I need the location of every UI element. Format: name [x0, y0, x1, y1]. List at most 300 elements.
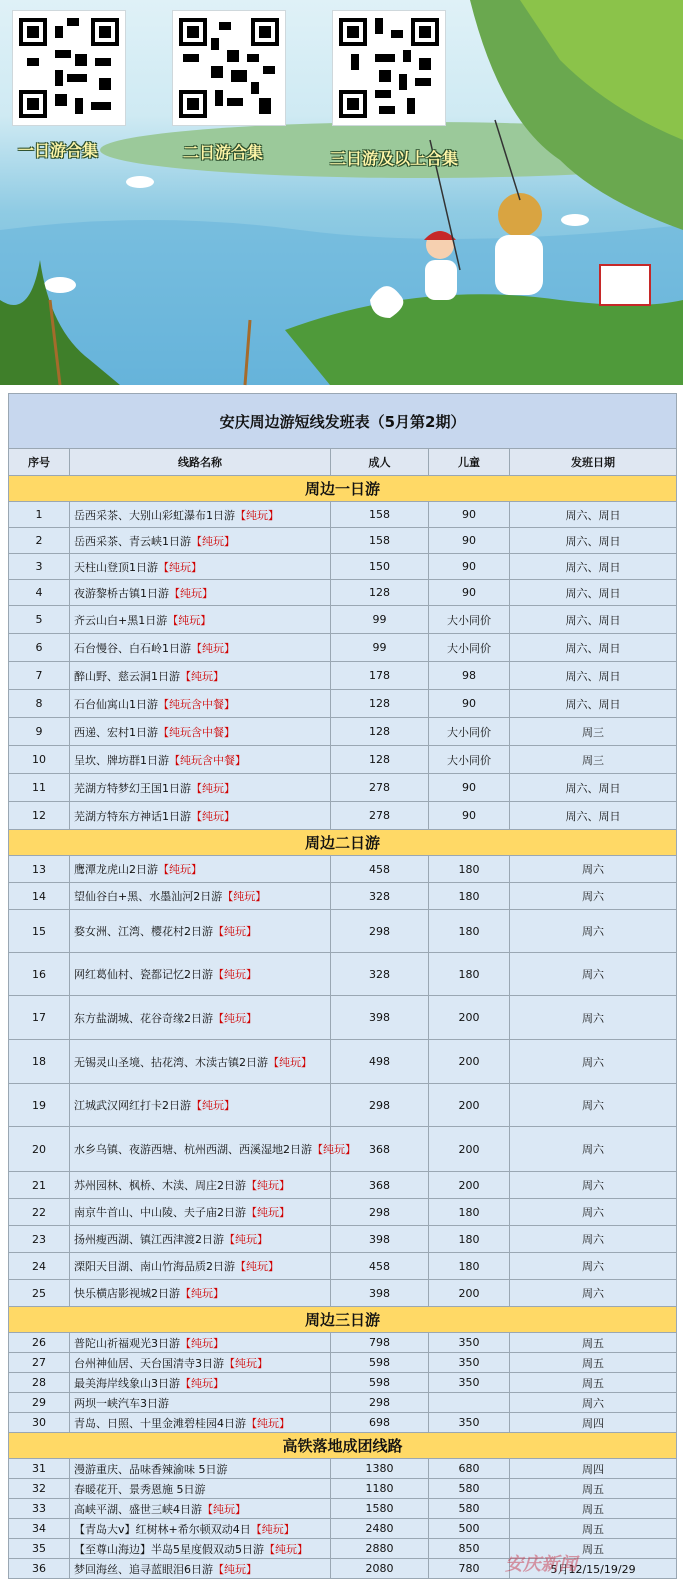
- table-row[interactable]: [9, 1084, 677, 1127]
- route-tag: 【纯玩】: [202, 1502, 246, 1516]
- route-name-cell: [70, 1253, 331, 1280]
- child-price: 180: [429, 953, 510, 996]
- departure-days: 周六、周日: [510, 802, 677, 830]
- route-tag: 【纯玩】: [264, 1542, 308, 1556]
- route-tag: 【纯玩】: [191, 781, 235, 795]
- departure-days: 周六、周日: [510, 606, 677, 634]
- route-tag: 【纯玩】: [246, 1416, 290, 1430]
- route-tag: 【纯玩】: [158, 863, 202, 876]
- route-name-cell: [70, 606, 331, 634]
- qr-label-three-day: 三日游及以上合集: [330, 149, 459, 168]
- route-name: 扬州瘦西湖、镇江西津渡2日游: [74, 1233, 224, 1246]
- adult-price: 398: [331, 1226, 429, 1253]
- route-name: 岳西采茶、大别山彩虹瀑布1日游: [74, 508, 235, 522]
- departure-days: 周六: [510, 953, 677, 996]
- departure-days: 周六: [510, 1280, 677, 1307]
- adult-price: 598: [331, 1373, 429, 1393]
- departure-days: 周六: [510, 856, 677, 883]
- table-row[interactable]: [9, 1127, 677, 1172]
- route-name-cell: [70, 1172, 331, 1199]
- departure-days: 周四: [510, 1413, 677, 1433]
- route-no: 19: [9, 1084, 70, 1127]
- qr-code-three-day[interactable]: [332, 10, 446, 126]
- route-tag: 【纯玩】: [213, 1011, 257, 1025]
- section-title: 高铁落地成团线路: [9, 1433, 677, 1459]
- route-tag: 【纯玩】: [224, 1356, 268, 1370]
- route-tag: 【纯玩】: [246, 1206, 290, 1219]
- table-row[interactable]: [9, 883, 677, 910]
- route-no: 36: [9, 1559, 70, 1579]
- route-name: 网红葛仙村、瓷都记忆2日游: [74, 968, 213, 981]
- route-no: 35: [9, 1539, 70, 1559]
- route-no: 28: [9, 1373, 70, 1393]
- child-price: 500: [429, 1519, 510, 1539]
- route-no: 9: [9, 718, 70, 746]
- route-tag: 【纯玩】: [191, 534, 235, 548]
- table-row[interactable]: [9, 1353, 677, 1373]
- route-name: 南京牛首山、中山陵、夫子庙2日游: [74, 1206, 246, 1219]
- adult-price: 1580: [331, 1499, 429, 1519]
- route-name-cell: [70, 1373, 331, 1393]
- adult-price: 158: [331, 502, 429, 528]
- route-no: 4: [9, 580, 70, 606]
- route-name-cell: [70, 1280, 331, 1307]
- departure-days: 周五: [510, 1353, 677, 1373]
- route-name: 溧阳天目湖、南山竹海品质2日游: [74, 1260, 235, 1273]
- banner-illustration: [0, 0, 683, 385]
- route-name-cell: [70, 856, 331, 883]
- departure-days: 周六、周日: [510, 634, 677, 662]
- table-title: 安庆周边游短线发班表（5月第2期）: [9, 394, 677, 449]
- departure-days: 周四: [510, 1459, 677, 1479]
- header-route-name: 线路名称: [70, 449, 331, 476]
- route-tag: 【纯玩】: [180, 1376, 224, 1390]
- table-row[interactable]: [9, 1226, 677, 1253]
- route-name-cell: [70, 746, 331, 774]
- route-name: 石台仙寓山1日游: [74, 697, 158, 711]
- child-price: 200: [429, 1280, 510, 1307]
- departure-days: 周六: [510, 1084, 677, 1127]
- route-name: 齐云山白+黑1日游: [74, 613, 168, 627]
- departure-days: 周六: [510, 1226, 677, 1253]
- adult-price: 158: [331, 528, 429, 554]
- adult-price: 2880: [331, 1539, 429, 1559]
- child-price: 90: [429, 528, 510, 554]
- route-no: 22: [9, 1199, 70, 1226]
- adult-price: 328: [331, 953, 429, 996]
- section-title: 周边一日游: [9, 476, 677, 502]
- route-name-cell: [70, 1519, 331, 1539]
- route-name-cell: [70, 718, 331, 746]
- route-no: 7: [9, 662, 70, 690]
- departure-days: 周五: [510, 1479, 677, 1499]
- route-name: 呈坎、牌坊群1日游: [74, 753, 169, 767]
- route-tag: 【纯玩】: [213, 925, 257, 938]
- route-tag: 【纯玩】: [169, 586, 213, 600]
- adult-price: 298: [331, 1084, 429, 1127]
- header-no: 序号: [9, 449, 70, 476]
- table-row[interactable]: [9, 1040, 677, 1084]
- child-price: 200: [429, 1172, 510, 1199]
- route-no: 16: [9, 953, 70, 996]
- route-no: 27: [9, 1353, 70, 1373]
- departure-days: 周六: [510, 1040, 677, 1084]
- qr-code-icon: [339, 17, 439, 119]
- route-name-cell: [70, 802, 331, 830]
- section-header-row: [9, 1307, 677, 1333]
- route-tag: 【纯玩含中餐】: [169, 753, 246, 767]
- departure-days: 周五: [510, 1333, 677, 1353]
- table-title-row: [9, 394, 677, 449]
- route-tag: 【纯玩】: [250, 1522, 295, 1536]
- departure-days: 周六、周日: [510, 774, 677, 802]
- adult-price: 458: [331, 856, 429, 883]
- child-price: 98: [429, 662, 510, 690]
- route-name-cell: [70, 1499, 331, 1519]
- route-name: 醉山野、慈云洞1日游: [74, 669, 180, 683]
- departure-days: 周六、周日: [510, 528, 677, 554]
- route-name-cell: [70, 1559, 331, 1579]
- route-no: 3: [9, 554, 70, 580]
- table-row[interactable]: [9, 910, 677, 953]
- table-row[interactable]: [9, 1199, 677, 1226]
- adult-price: 298: [331, 1199, 429, 1226]
- adult-price: 99: [331, 606, 429, 634]
- route-name-cell: [70, 554, 331, 580]
- table-row[interactable]: [9, 1519, 677, 1539]
- table-row[interactable]: [9, 746, 677, 774]
- route-tag: 【纯玩含中餐】: [158, 725, 235, 739]
- route-tag: 【纯玩】: [213, 1562, 257, 1576]
- departure-days: 周五: [510, 1519, 677, 1539]
- qr-code-icon: [179, 17, 279, 119]
- departure-days: 周六、周日: [510, 502, 677, 528]
- table-row[interactable]: [9, 554, 677, 580]
- route-no: 33: [9, 1499, 70, 1519]
- route-tag: 【纯玩】: [180, 1336, 224, 1350]
- route-name: 台州神仙居、天台国清寺3日游: [74, 1356, 224, 1370]
- route-name: 两坝一峡汽车3日游: [74, 1396, 169, 1410]
- route-tag: 【纯玩】: [167, 613, 212, 627]
- route-name-cell: [70, 1040, 331, 1084]
- departure-days: 周六: [510, 910, 677, 953]
- adult-price: 178: [331, 662, 429, 690]
- child-price: 200: [429, 1127, 510, 1172]
- child-price: 大小同价: [429, 634, 510, 662]
- child-price: 350: [429, 1413, 510, 1433]
- adult-price: 128: [331, 718, 429, 746]
- table-row[interactable]: [9, 953, 677, 996]
- route-name: 最美海岸线象山3日游: [74, 1376, 180, 1390]
- adult-price: 99: [331, 634, 429, 662]
- table-row[interactable]: [9, 1280, 677, 1307]
- departure-days: 周六: [510, 1393, 677, 1413]
- route-name: 岳西采茶、青云峡1日游: [74, 534, 191, 548]
- table-row[interactable]: [9, 1393, 677, 1413]
- route-no: 17: [9, 996, 70, 1040]
- route-no: 26: [9, 1333, 70, 1353]
- child-price: 200: [429, 996, 510, 1040]
- route-name-cell: [70, 1084, 331, 1127]
- adult-price: 150: [331, 554, 429, 580]
- qr-code-one-day[interactable]: [12, 10, 126, 126]
- departure-days: 周六: [510, 1127, 677, 1172]
- route-tag: 【纯玩】: [246, 1179, 290, 1192]
- adult-price: 398: [331, 996, 429, 1040]
- child-price: 90: [429, 774, 510, 802]
- departure-days: 周三: [510, 746, 677, 774]
- table-row[interactable]: [9, 1373, 677, 1393]
- adult-price: 698: [331, 1413, 429, 1433]
- header-adult-price: 成人: [331, 449, 429, 476]
- child-price: 90: [429, 554, 510, 580]
- child-price: 180: [429, 910, 510, 953]
- adult-price: 328: [331, 883, 429, 910]
- child-price: 180: [429, 1226, 510, 1253]
- route-name-cell: [70, 996, 331, 1040]
- section-header-row: [9, 1433, 677, 1459]
- table-row[interactable]: [9, 580, 677, 606]
- route-tag: 【纯玩】: [180, 1287, 224, 1300]
- route-name: 【至尊山海边】半岛5星度假双动5日游: [74, 1542, 264, 1556]
- route-no: 23: [9, 1226, 70, 1253]
- table-header-row: [9, 449, 677, 476]
- route-name: 江城武汉网红打卡2日游: [74, 1099, 191, 1112]
- child-price: 大小同价: [429, 718, 510, 746]
- route-no: 18: [9, 1040, 70, 1084]
- adult-price: 598: [331, 1353, 429, 1373]
- route-no: 12: [9, 802, 70, 830]
- table-row[interactable]: [9, 502, 677, 528]
- departure-days: 周六: [510, 1253, 677, 1280]
- table-row[interactable]: [9, 1253, 677, 1280]
- departure-days: 周六、周日: [510, 580, 677, 606]
- child-price: 200: [429, 1084, 510, 1127]
- adult-price: 298: [331, 910, 429, 953]
- route-tag: 【纯玩】: [224, 1233, 268, 1246]
- table-row[interactable]: [9, 996, 677, 1040]
- table-row[interactable]: [9, 856, 677, 883]
- route-tag: 【纯玩】: [180, 669, 224, 683]
- child-price: 580: [429, 1479, 510, 1499]
- adult-price: 368: [331, 1127, 429, 1172]
- route-name-cell: [70, 1199, 331, 1226]
- route-name-cell: [70, 953, 331, 996]
- table-row[interactable]: [9, 606, 677, 634]
- route-name-cell: [70, 634, 331, 662]
- departure-days: 周六、周日: [510, 690, 677, 718]
- table-row[interactable]: [9, 662, 677, 690]
- route-name: 春暖花开、景秀恩施 5日游: [74, 1482, 206, 1496]
- table-row[interactable]: [9, 774, 677, 802]
- departure-days: 周六、周日: [510, 554, 677, 580]
- route-name-cell: [70, 1333, 331, 1353]
- table-row[interactable]: [9, 528, 677, 554]
- table-row[interactable]: [9, 690, 677, 718]
- route-no: 10: [9, 746, 70, 774]
- route-name-cell: [70, 910, 331, 953]
- adult-price: 278: [331, 802, 429, 830]
- route-no: 8: [9, 690, 70, 718]
- table-row[interactable]: [9, 1479, 677, 1499]
- route-name-cell: [70, 662, 331, 690]
- route-name: 高峡平湖、盛世三峡4日游: [74, 1502, 202, 1516]
- route-name-cell: [70, 1353, 331, 1373]
- route-tag: 【纯玩】: [268, 1055, 312, 1069]
- table-row[interactable]: [9, 718, 677, 746]
- header-departure-days: 发班日期: [510, 449, 677, 476]
- route-name-cell: [70, 1479, 331, 1499]
- route-no: 31: [9, 1459, 70, 1479]
- route-name-cell: [70, 1539, 331, 1559]
- route-no: 25: [9, 1280, 70, 1307]
- table-row[interactable]: [9, 634, 677, 662]
- route-tag: 【纯玩】: [191, 809, 235, 823]
- child-price: 580: [429, 1499, 510, 1519]
- route-name-cell: [70, 1127, 356, 1172]
- section-title: 周边二日游: [9, 830, 677, 856]
- adult-price: 458: [331, 1253, 429, 1280]
- route-name: 望仙谷白+黑、水墨汕河2日游: [74, 890, 223, 903]
- qr-label-two-day: 二日游合集: [183, 143, 264, 162]
- adult-price: 298: [331, 1393, 429, 1413]
- departure-days: 周六: [510, 1172, 677, 1199]
- child-price: 90: [429, 580, 510, 606]
- schedule-table: [8, 393, 677, 1579]
- route-no: 5: [9, 606, 70, 634]
- route-name: 芜湖方特东方神话1日游: [74, 809, 191, 823]
- watermark: 安庆新闻: [505, 1554, 577, 1575]
- route-tag: 【纯玩】: [235, 1260, 279, 1273]
- route-name: 梦回海丝、追寻蓝眼泪6日游: [74, 1562, 213, 1576]
- adult-price: 128: [331, 580, 429, 606]
- route-name: 鹰潭龙虎山2日游: [74, 863, 158, 876]
- route-no: 13: [9, 856, 70, 883]
- route-name-cell: [70, 1413, 331, 1433]
- route-name: 漫游重庆、品味香辣渝味 5日游: [74, 1462, 228, 1476]
- section-header-row: [9, 830, 677, 856]
- route-name: 水乡乌镇、夜游西塘、杭州西湖、西溪湿地2日游: [74, 1143, 312, 1156]
- route-no: 21: [9, 1172, 70, 1199]
- child-price: 350: [429, 1373, 510, 1393]
- table-row[interactable]: [9, 1499, 677, 1519]
- child-price: 680: [429, 1459, 510, 1479]
- route-no: 34: [9, 1519, 70, 1539]
- route-no: 20: [9, 1127, 70, 1172]
- route-name: 石台慢谷、白石岭1日游: [74, 641, 191, 655]
- departure-days: 周六: [510, 883, 677, 910]
- route-no: 29: [9, 1393, 70, 1413]
- section-title: 周边三日游: [9, 1307, 677, 1333]
- table-row[interactable]: [9, 802, 677, 830]
- child-price: 90: [429, 802, 510, 830]
- child-price: 180: [429, 1199, 510, 1226]
- departure-days: 周六: [510, 996, 677, 1040]
- route-name: 天柱山登顶1日游: [74, 560, 158, 574]
- section-header-row: [9, 476, 677, 502]
- child-price: 大小同价: [429, 606, 510, 634]
- child-price: 780: [429, 1559, 510, 1579]
- adult-price: 368: [331, 1172, 429, 1199]
- qr-label-one-day: 一日游合集: [18, 141, 99, 160]
- adult-price: 2480: [331, 1519, 429, 1539]
- route-name-cell: [70, 690, 331, 718]
- departure-days: 周五: [510, 1539, 677, 1559]
- route-no: 1: [9, 502, 70, 528]
- adult-price: 1180: [331, 1479, 429, 1499]
- route-tag: 【纯玩】: [191, 1099, 235, 1112]
- table-row[interactable]: [9, 1172, 677, 1199]
- route-tag: 【纯玩】: [235, 508, 279, 522]
- route-name: 芜湖方特梦幻王国1日游: [74, 781, 191, 795]
- route-no: 32: [9, 1479, 70, 1499]
- departure-days: 周六、周日: [510, 662, 677, 690]
- adult-price: 398: [331, 1280, 429, 1307]
- route-name: 婺女洲、江湾、樱花村2日游: [74, 925, 213, 938]
- route-name-cell: [70, 1459, 331, 1479]
- child-price: 90: [429, 690, 510, 718]
- schedule-table-wrapper: [8, 393, 676, 1579]
- departure-days: 周三: [510, 718, 677, 746]
- adult-price: 798: [331, 1333, 429, 1353]
- route-name: 东方盐湖城、花谷奇缘2日游: [74, 1011, 213, 1025]
- route-no: 15: [9, 910, 70, 953]
- route-name-cell: [70, 528, 331, 554]
- child-price: 大小同价: [429, 746, 510, 774]
- child-price: 350: [429, 1333, 510, 1353]
- departure-days: 周六: [510, 1199, 677, 1226]
- adult-price: 1380: [331, 1459, 429, 1479]
- route-name: 快乐横店影视城2日游: [74, 1287, 180, 1300]
- route-no: 2: [9, 528, 70, 554]
- table-row[interactable]: [9, 1459, 677, 1479]
- adult-price: 498: [331, 1040, 429, 1084]
- route-tag: 【纯玩】: [312, 1143, 356, 1156]
- route-name: 西递、宏村1日游: [74, 725, 158, 739]
- route-name-cell: [70, 883, 331, 910]
- child-price: 200: [429, 1040, 510, 1084]
- child-price: 180: [429, 883, 510, 910]
- child-price: 180: [429, 856, 510, 883]
- route-tag: 【纯玩含中餐】: [158, 697, 235, 711]
- table-row[interactable]: [9, 1333, 677, 1353]
- route-name-cell: [70, 502, 331, 528]
- adult-price: 2080: [331, 1559, 429, 1579]
- adult-price: 278: [331, 774, 429, 802]
- adult-price: 128: [331, 746, 429, 774]
- qr-code-two-day[interactable]: [172, 10, 286, 126]
- child-price: 850: [429, 1539, 510, 1559]
- route-tag: 【纯玩】: [191, 641, 235, 655]
- child-price: 90: [429, 502, 510, 528]
- child-price: 180: [429, 1253, 510, 1280]
- route-no: 6: [9, 634, 70, 662]
- departure-days: 周五: [510, 1373, 677, 1393]
- departure-days: 5月12/15/19/29: [510, 1559, 677, 1579]
- route-name-cell: [70, 1393, 331, 1413]
- qr-code-icon: [19, 17, 119, 119]
- child-price: 350: [429, 1353, 510, 1373]
- route-name-cell: [70, 580, 331, 606]
- table-row[interactable]: [9, 1413, 677, 1433]
- adult-price: 128: [331, 690, 429, 718]
- route-name: 普陀山祈福观光3日游: [74, 1336, 180, 1350]
- route-name-cell: [70, 1226, 331, 1253]
- route-name: 青岛、日照、十里金滩碧桂园4日游: [74, 1416, 246, 1430]
- route-no: 30: [9, 1413, 70, 1433]
- route-tag: 【纯玩】: [158, 560, 202, 574]
- route-tag: 【纯玩】: [213, 968, 257, 981]
